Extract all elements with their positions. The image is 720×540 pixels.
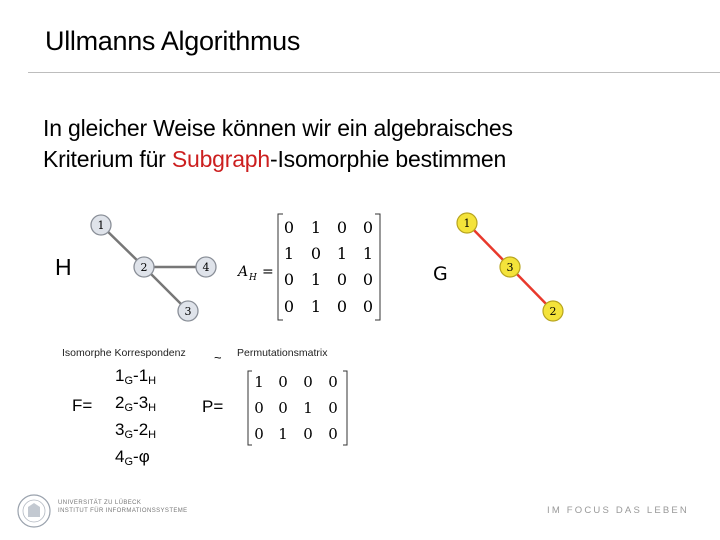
matrix-a-symbol: A	[238, 264, 249, 280]
matrix-a-cell: 0	[362, 218, 374, 237]
intro-line-1: In gleicher Weise können wir ein algebraisches	[43, 115, 513, 141]
corr-sub-g: G	[124, 429, 134, 441]
correspondence-row	[115, 392, 156, 419]
corr-target: -1	[133, 366, 149, 385]
matrix-a-cells	[284, 218, 373, 316]
matrix-p-cell: 0	[278, 373, 288, 391]
matrix-p-cell: 0	[254, 425, 264, 443]
matrix-p-cell: 0	[303, 373, 313, 391]
intro-line-2-post: -Isomorphie bestimmen	[270, 146, 507, 172]
matrix-p-cell: 0	[303, 425, 313, 443]
corr-sub-h: H	[148, 375, 157, 387]
matrix-p-right-bracket	[343, 371, 347, 445]
correspondence-list	[115, 365, 156, 473]
matrix-a-cell: 1	[283, 244, 295, 263]
corr-target: -2	[133, 420, 149, 439]
intro-line-2-pre: Kriterium für	[43, 146, 172, 172]
footer-slogan: IM FOCUS DAS LEBEN	[546, 505, 689, 516]
correspondence-row	[115, 365, 156, 392]
isomorph-label: Isomorphe Korrespondenz	[62, 347, 186, 359]
node-h-2-label: 2	[140, 261, 148, 274]
corr-num: 1	[115, 366, 125, 385]
correspondence-row	[115, 419, 156, 446]
node-g-2-label: 2	[549, 305, 557, 318]
matrix-a-cell: 1	[310, 270, 322, 289]
correspondence-row	[115, 446, 156, 473]
matrix-p-cell: 0	[278, 399, 288, 417]
node-h-1-label: 1	[97, 219, 105, 232]
university-name	[58, 499, 188, 515]
adjacency-matrix-ah	[232, 208, 392, 326]
matrix-p-cell: 1	[303, 399, 313, 417]
graph-g-label: G	[433, 263, 448, 285]
corr-target: -φ	[133, 447, 150, 466]
permutation-label: Permutationsmatrix	[237, 347, 328, 359]
corr-target: -3	[133, 393, 149, 412]
title-divider	[28, 72, 720, 73]
matrix-a-left-bracket	[278, 214, 283, 320]
corr-sub-h: H	[148, 402, 157, 414]
matrix-p-cell: 0	[254, 399, 264, 417]
corr-num: 2	[115, 393, 125, 412]
matrix-a-cell: 0	[336, 270, 348, 289]
slide-title: Ullmanns Algorithmus	[45, 26, 301, 56]
matrix-a-cell: 1	[362, 244, 374, 263]
permutation-matrix-p	[242, 365, 352, 451]
graph-g-nodes	[457, 213, 563, 321]
graph-h-nodes	[91, 215, 216, 321]
corr-sub-g: G	[124, 375, 134, 387]
matrix-a-right-bracket	[375, 214, 380, 320]
matrix-a-cell: 0	[336, 297, 348, 316]
graph-h	[84, 208, 224, 326]
university-line-1: UNIVERSITÄT ZU LÜBECK	[58, 500, 142, 506]
corr-num: 4	[115, 447, 125, 466]
matrix-p-cell: 0	[328, 373, 338, 391]
matrix-a-cell: 0	[362, 270, 374, 289]
p-label: P=	[202, 397, 224, 416]
corr-sub-h: H	[148, 429, 157, 441]
matrix-p-cell: 1	[254, 373, 264, 391]
matrix-p-cell: 1	[278, 425, 288, 443]
matrix-p-cell: 0	[328, 425, 338, 443]
graph-h-label: H	[55, 254, 72, 280]
graph-g	[450, 206, 574, 324]
matrix-a-cell: 0	[283, 218, 295, 237]
matrix-a-cell: 1	[310, 218, 322, 237]
tilde-symbol: ~	[214, 350, 222, 365]
matrix-a-subscript: H	[249, 273, 257, 283]
corr-sub-g: G	[124, 402, 134, 414]
matrix-a-cell: 0	[362, 297, 374, 316]
matrix-a-cell: 1	[336, 244, 348, 263]
matrix-a-cell: 0	[310, 244, 322, 263]
matrix-a-cell: 0	[283, 297, 295, 316]
corr-sub-g: G	[124, 456, 134, 468]
matrix-p-cells	[254, 373, 338, 443]
intro-text	[43, 113, 513, 175]
matrix-a-cell: 1	[310, 297, 322, 316]
node-g-1-label: 1	[463, 217, 471, 230]
matrix-a-cell: 0	[336, 218, 348, 237]
node-h-3-label: 3	[184, 305, 192, 318]
node-h-4-label: 4	[202, 261, 210, 274]
corr-num: 3	[115, 420, 125, 439]
intro-highlight-subgraph: Subgraph	[171, 146, 270, 172]
university-line-2: INSTITUT FÜR INFORMATIONSSYSTEME	[58, 508, 188, 514]
matrix-p-left-bracket	[248, 371, 252, 445]
university-seal-icon	[16, 493, 52, 529]
matrix-a-cell: 0	[283, 270, 295, 289]
matrix-a-equals: =	[262, 264, 274, 280]
intro-line-2	[43, 144, 513, 175]
f-label: F=	[72, 396, 93, 415]
node-g-3-label: 3	[506, 261, 514, 274]
matrix-p-cell: 0	[328, 399, 338, 417]
